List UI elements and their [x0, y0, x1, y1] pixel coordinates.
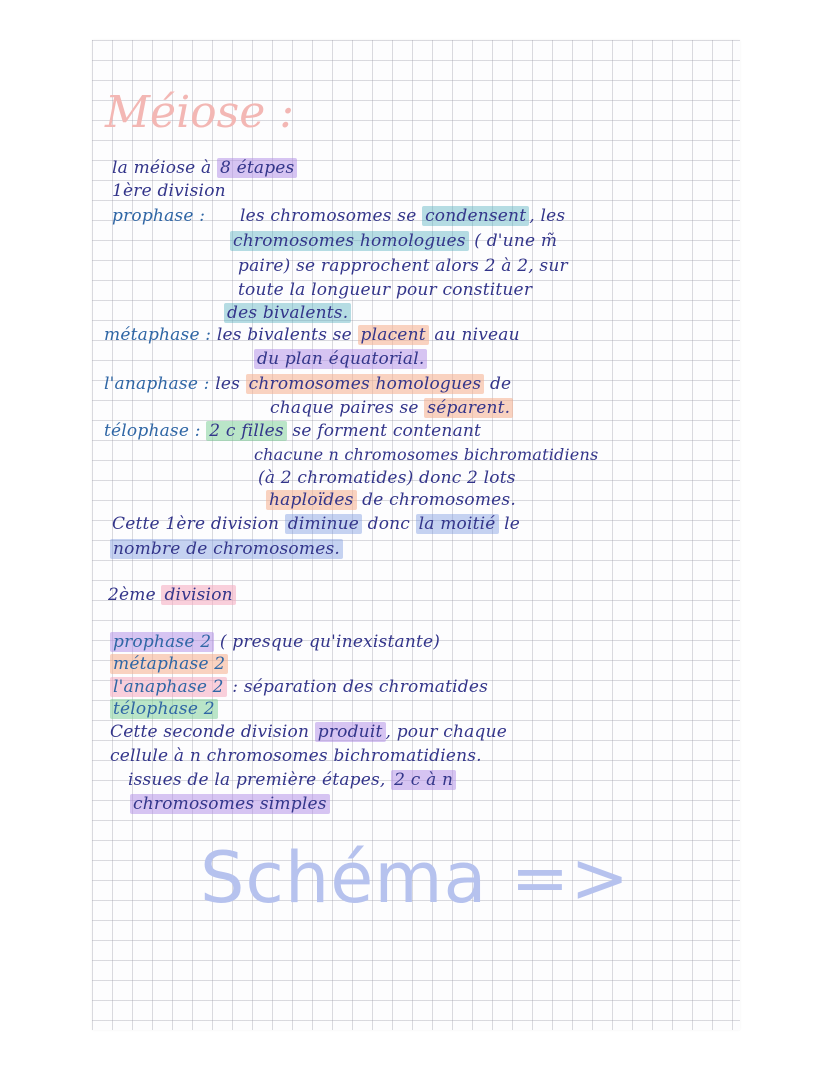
- anaphase-line1-end: de: [484, 374, 512, 394]
- prophase-line2-end: ( d'une m̃: [468, 231, 558, 251]
- anaphase2-line: [110, 676, 488, 698]
- prophase2-term: prophase 2: [110, 632, 214, 652]
- division2-text-3: issues de la première étapes,: [128, 770, 392, 790]
- division2-text-3-highlight: 2 c à n: [391, 770, 456, 790]
- division2-label-number: 2ème: [108, 585, 156, 605]
- anaphase-line1: [104, 373, 511, 395]
- anaphase-line1-highlight: chromosomes homologues: [246, 374, 485, 394]
- anaphase2-text: : séparation des chromatides: [226, 677, 489, 697]
- intro-text: la méiose à: [112, 158, 217, 178]
- conclusion-text-2: donc: [362, 514, 416, 534]
- metaphase-line1-end: au niveau: [428, 325, 520, 345]
- conclusion-end: le: [498, 514, 521, 534]
- metaphase-line2-highlight: du plan équatorial.: [254, 349, 427, 369]
- division2-text-highlight: produit: [315, 722, 386, 742]
- metaphase-term: métaphase :: [104, 325, 212, 345]
- telophase-term: télophase :: [104, 421, 201, 441]
- division2-text-line2: cellule à n chromosomes bichromatidiens.: [110, 746, 482, 766]
- division2-text-line3: [128, 769, 456, 791]
- telophase-line1-end: se forment contenant: [286, 421, 482, 441]
- anaphase-term: l'anaphase :: [104, 374, 210, 394]
- telophase2-term: télophase 2: [110, 699, 218, 719]
- metaphase-line1-highlight: placent: [358, 325, 429, 345]
- prophase-line2-highlight: chromosomes homologues: [230, 231, 469, 251]
- intro-line: [112, 157, 297, 179]
- telophase-line1: [104, 420, 481, 442]
- prophase-line3: paire) se rapprochent alors 2 à 2, sur: [238, 256, 568, 276]
- prophase2-text: ( presque qu'inexistante): [214, 632, 441, 652]
- telophase-line4-highlight: haploïdes: [266, 490, 357, 510]
- conclusion-line2-highlight: nombre de chromosomes.: [110, 539, 343, 559]
- division2-text-1: Cette seconde division: [110, 722, 315, 742]
- prophase-line4: toute la longueur pour constituer: [238, 280, 533, 300]
- telophase-line4: [266, 489, 516, 511]
- intro-highlight: 8 étapes: [217, 158, 298, 178]
- prophase-line5: [224, 302, 351, 324]
- metaphase-line1-text: les bivalents se: [216, 325, 358, 345]
- prophase2-line: [110, 631, 440, 653]
- prophase-term: prophase :: [112, 206, 206, 226]
- page-title: Méiose :: [105, 87, 295, 138]
- anaphase-line1-text: les: [215, 374, 246, 394]
- telophase-line2: chacune n chromosomes bichromatidiens: [254, 445, 599, 464]
- division2-text-4-highlight: chromosomes simples: [130, 794, 330, 814]
- conclusion-highlight-1: diminue: [285, 514, 362, 534]
- conclusion-text: Cette 1ère division: [112, 514, 285, 534]
- division2-text-line4: [130, 793, 330, 815]
- division1-label: 1ère division: [112, 181, 226, 201]
- telophase2-line: [110, 698, 218, 720]
- division2-label-highlight: division: [161, 585, 235, 605]
- prophase-line5-highlight: des bivalents.: [224, 303, 351, 323]
- division2-label: [108, 584, 236, 606]
- anaphase2-term: l'anaphase 2: [110, 677, 227, 697]
- schema-footer: Schéma =>: [200, 837, 630, 919]
- metaphase-line1: [104, 324, 520, 346]
- metaphase2-term: métaphase 2: [110, 654, 228, 674]
- division1-conclusion-line1: [112, 513, 520, 535]
- division1-conclusion-line2: [110, 538, 343, 560]
- telophase-line1-highlight: 2 c filles: [206, 421, 287, 441]
- anaphase-line2-highlight: séparent.: [424, 398, 513, 418]
- conclusion-highlight-2: la moitié: [416, 514, 499, 534]
- metaphase-line2: [254, 348, 427, 370]
- prophase-line1-end: , les: [529, 206, 566, 226]
- prophase-line1-highlight: condensent: [422, 206, 529, 226]
- telophase-line3: (à 2 chromatides) donc 2 lots: [258, 468, 516, 488]
- metaphase2-line: [110, 653, 228, 675]
- prophase-line1-text: les chromosomes se: [240, 206, 423, 226]
- anaphase-line2-text: chaque paires se: [270, 398, 425, 418]
- prophase-line1: [240, 205, 565, 227]
- division2-text-1-end: , pour chaque: [385, 722, 508, 742]
- division2-text-line1: [110, 721, 507, 743]
- anaphase-line2: [270, 397, 513, 419]
- prophase-line2: [230, 230, 557, 252]
- telophase-line4-end: de chromosomes.: [356, 490, 516, 510]
